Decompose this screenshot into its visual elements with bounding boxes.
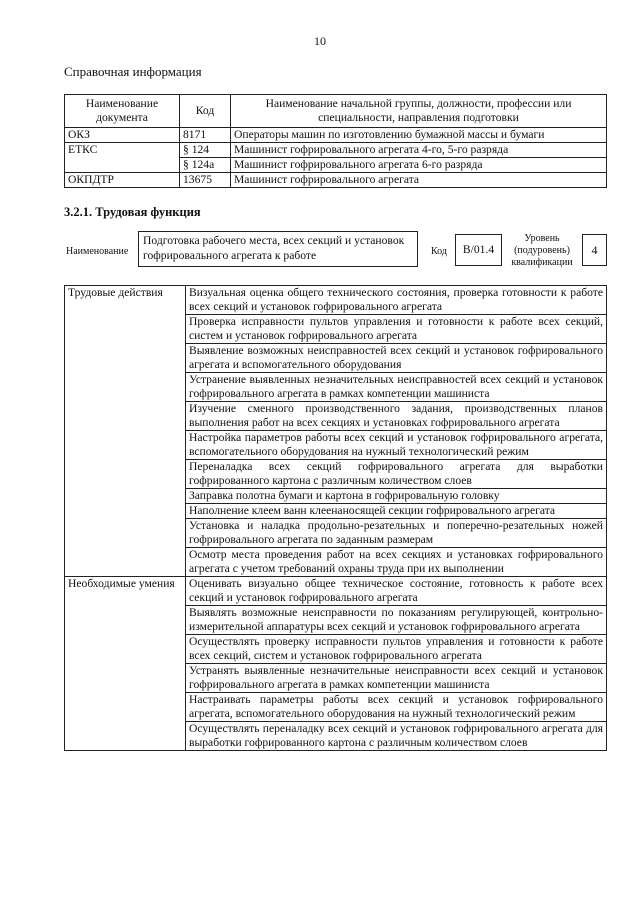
table-row — [65, 519, 607, 548]
table-row — [65, 286, 607, 315]
labor-action-item: Настройка параметров работы всех секций и установок гофрировального агрегата, вспомогательного оборудования на нужный технологический режим — [186, 431, 607, 460]
skill-item: Осуществлять переналадку всех секций и установок гофрировального агрегата для выработки гофрированного картона с различным количеством слоев — [186, 722, 607, 751]
labor-actions-label: Трудовые действия — [65, 286, 186, 315]
table-row — [65, 344, 607, 373]
skill-item: Осуществлять проверку исправности пультов управления и готовности к работе всех секций, систем и установок гофрировального агрегата — [186, 635, 607, 664]
header-code: Код — [180, 95, 231, 128]
header-group-name: Наименование начальной группы, должности, профессии или специальности, направления подготовки — [231, 95, 607, 128]
labor-action-item: Проверка исправности пультов управления и готовности к работе всех секций, систем и установок гофрировального агрегата — [186, 315, 607, 344]
code-cell: 13675 — [180, 173, 231, 188]
table-row — [65, 635, 607, 664]
category-cell-empty — [65, 344, 186, 373]
category-cell-empty — [65, 402, 186, 431]
table-row — [65, 315, 607, 344]
name-cell: Машинист гофрировального агрегата 6-го разряда — [231, 158, 607, 173]
doc-cell: ОКПДТР — [65, 173, 180, 188]
table-row — [65, 402, 607, 431]
reference-table — [64, 94, 607, 188]
labor-action-item: Осмотр места проведения работ на всех секциях и установках гофрировального агрегата с учетом требований охраны труда при их выполнении — [186, 548, 607, 577]
labor-action-item: Заправка полотна бумаги и картона в гофрировальную головку — [186, 489, 607, 504]
labor-action-item: Переналадка всех секций гофрировального агрегата для выработки гофрированного картона с различным количеством слоев — [186, 460, 607, 489]
reference-info-title: Справочная информация — [64, 64, 202, 79]
category-cell-empty — [65, 606, 186, 635]
skill-item: Выявлять возможные неисправности по показаниям регулирующей, контрольно-измерительной аппаратуры всех секций и установок гофрировального агрегата — [186, 606, 607, 635]
code-cell: 8171 — [180, 128, 231, 143]
table-row — [65, 606, 607, 635]
labor-action-item: Выявление возможных неисправностей всех секций и установок гофрировального агрегата и вспомогательного оборудования — [186, 344, 607, 373]
category-cell-empty — [65, 431, 186, 460]
skill-item: Настраивать параметры работы всех секций и установок гофрировального агрегата, вспомогательного оборудования на нужный технологический режим — [186, 693, 607, 722]
code-cell: § 124 — [180, 143, 231, 158]
name-cell: Машинист гофрировального агрегата 4-го, 5-го разряда — [231, 143, 607, 158]
table-row — [65, 431, 607, 460]
category-cell-empty — [65, 489, 186, 504]
category-cell-empty — [65, 664, 186, 693]
function-details-table — [64, 285, 607, 751]
table-row — [65, 577, 607, 606]
table-row — [65, 173, 607, 188]
category-cell-empty — [65, 519, 186, 548]
name-label: Наименование — [66, 246, 129, 257]
category-cell-empty — [65, 373, 186, 402]
category-cell-empty — [65, 504, 186, 519]
function-code-box: В/01.4 — [455, 234, 502, 266]
labor-action-item: Изучение сменного производственного задания, производственных планов выполнения работ на всех секциях и установках гофрировального агрегата — [186, 402, 607, 431]
table-row — [65, 460, 607, 489]
table-row — [65, 664, 607, 693]
table-row — [65, 489, 607, 504]
level-label: Уровень (подуровень) квалификации — [511, 233, 573, 268]
table-row — [65, 373, 607, 402]
code-cell: § 124а — [180, 158, 231, 173]
table-row — [65, 722, 607, 751]
table-row — [65, 143, 607, 158]
table-row — [65, 693, 607, 722]
page-number: 10 — [314, 34, 326, 48]
code-label: Код — [431, 246, 447, 257]
category-cell-empty — [65, 635, 186, 664]
labor-action-item: Наполнение клеем ванн клеенаносящей секции гофрировального агрегата — [186, 504, 607, 519]
category-cell-empty — [65, 722, 186, 751]
function-title: 3.2.1. Трудовая функция — [64, 205, 201, 219]
table-row — [65, 128, 607, 143]
doc-cell: ЕТКС — [65, 143, 180, 173]
function-name-box: Подготовка рабочего места, всех секций и установок гофрировального агрегата к работе — [138, 231, 418, 267]
skills-label: Необходимые умения — [65, 577, 186, 606]
labor-action-item: Устранение выявленных незначительных неисправностей всех секций и установок гофрировального агрегата в рамках компетенции машиниста — [186, 373, 607, 402]
labor-action-item: Установка и наладка продольно-резательных и поперечно-резательных ножей гофрировального агрегата по заданным размерам — [186, 519, 607, 548]
reference-table-header — [65, 95, 607, 128]
category-cell-empty — [65, 315, 186, 344]
level-box: 4 — [582, 234, 607, 266]
category-cell-empty — [65, 548, 186, 577]
name-cell: Операторы машин по изготовлению бумажной массы и бумаги — [231, 128, 607, 143]
doc-cell: ОКЗ — [65, 128, 180, 143]
skill-item: Устранять выявленные незначительные неисправности всех секций и установок гофрировального агрегата в рамках компетенции машиниста — [186, 664, 607, 693]
category-cell-empty — [65, 460, 186, 489]
category-cell-empty — [65, 693, 186, 722]
header-doc-name: Наименование документа — [65, 95, 180, 128]
table-row — [65, 548, 607, 577]
name-cell: Машинист гофрировального агрегата — [231, 173, 607, 188]
skill-item: Оценивать визуально общее техническое состояние, готовность к работе всех секций и установок гофрировального агрегата — [186, 577, 607, 606]
table-row — [65, 504, 607, 519]
labor-action-item: Визуальная оценка общего технического состояния, проверка готовности к работе всех секций и установок гофрировального агрегата — [186, 286, 607, 315]
